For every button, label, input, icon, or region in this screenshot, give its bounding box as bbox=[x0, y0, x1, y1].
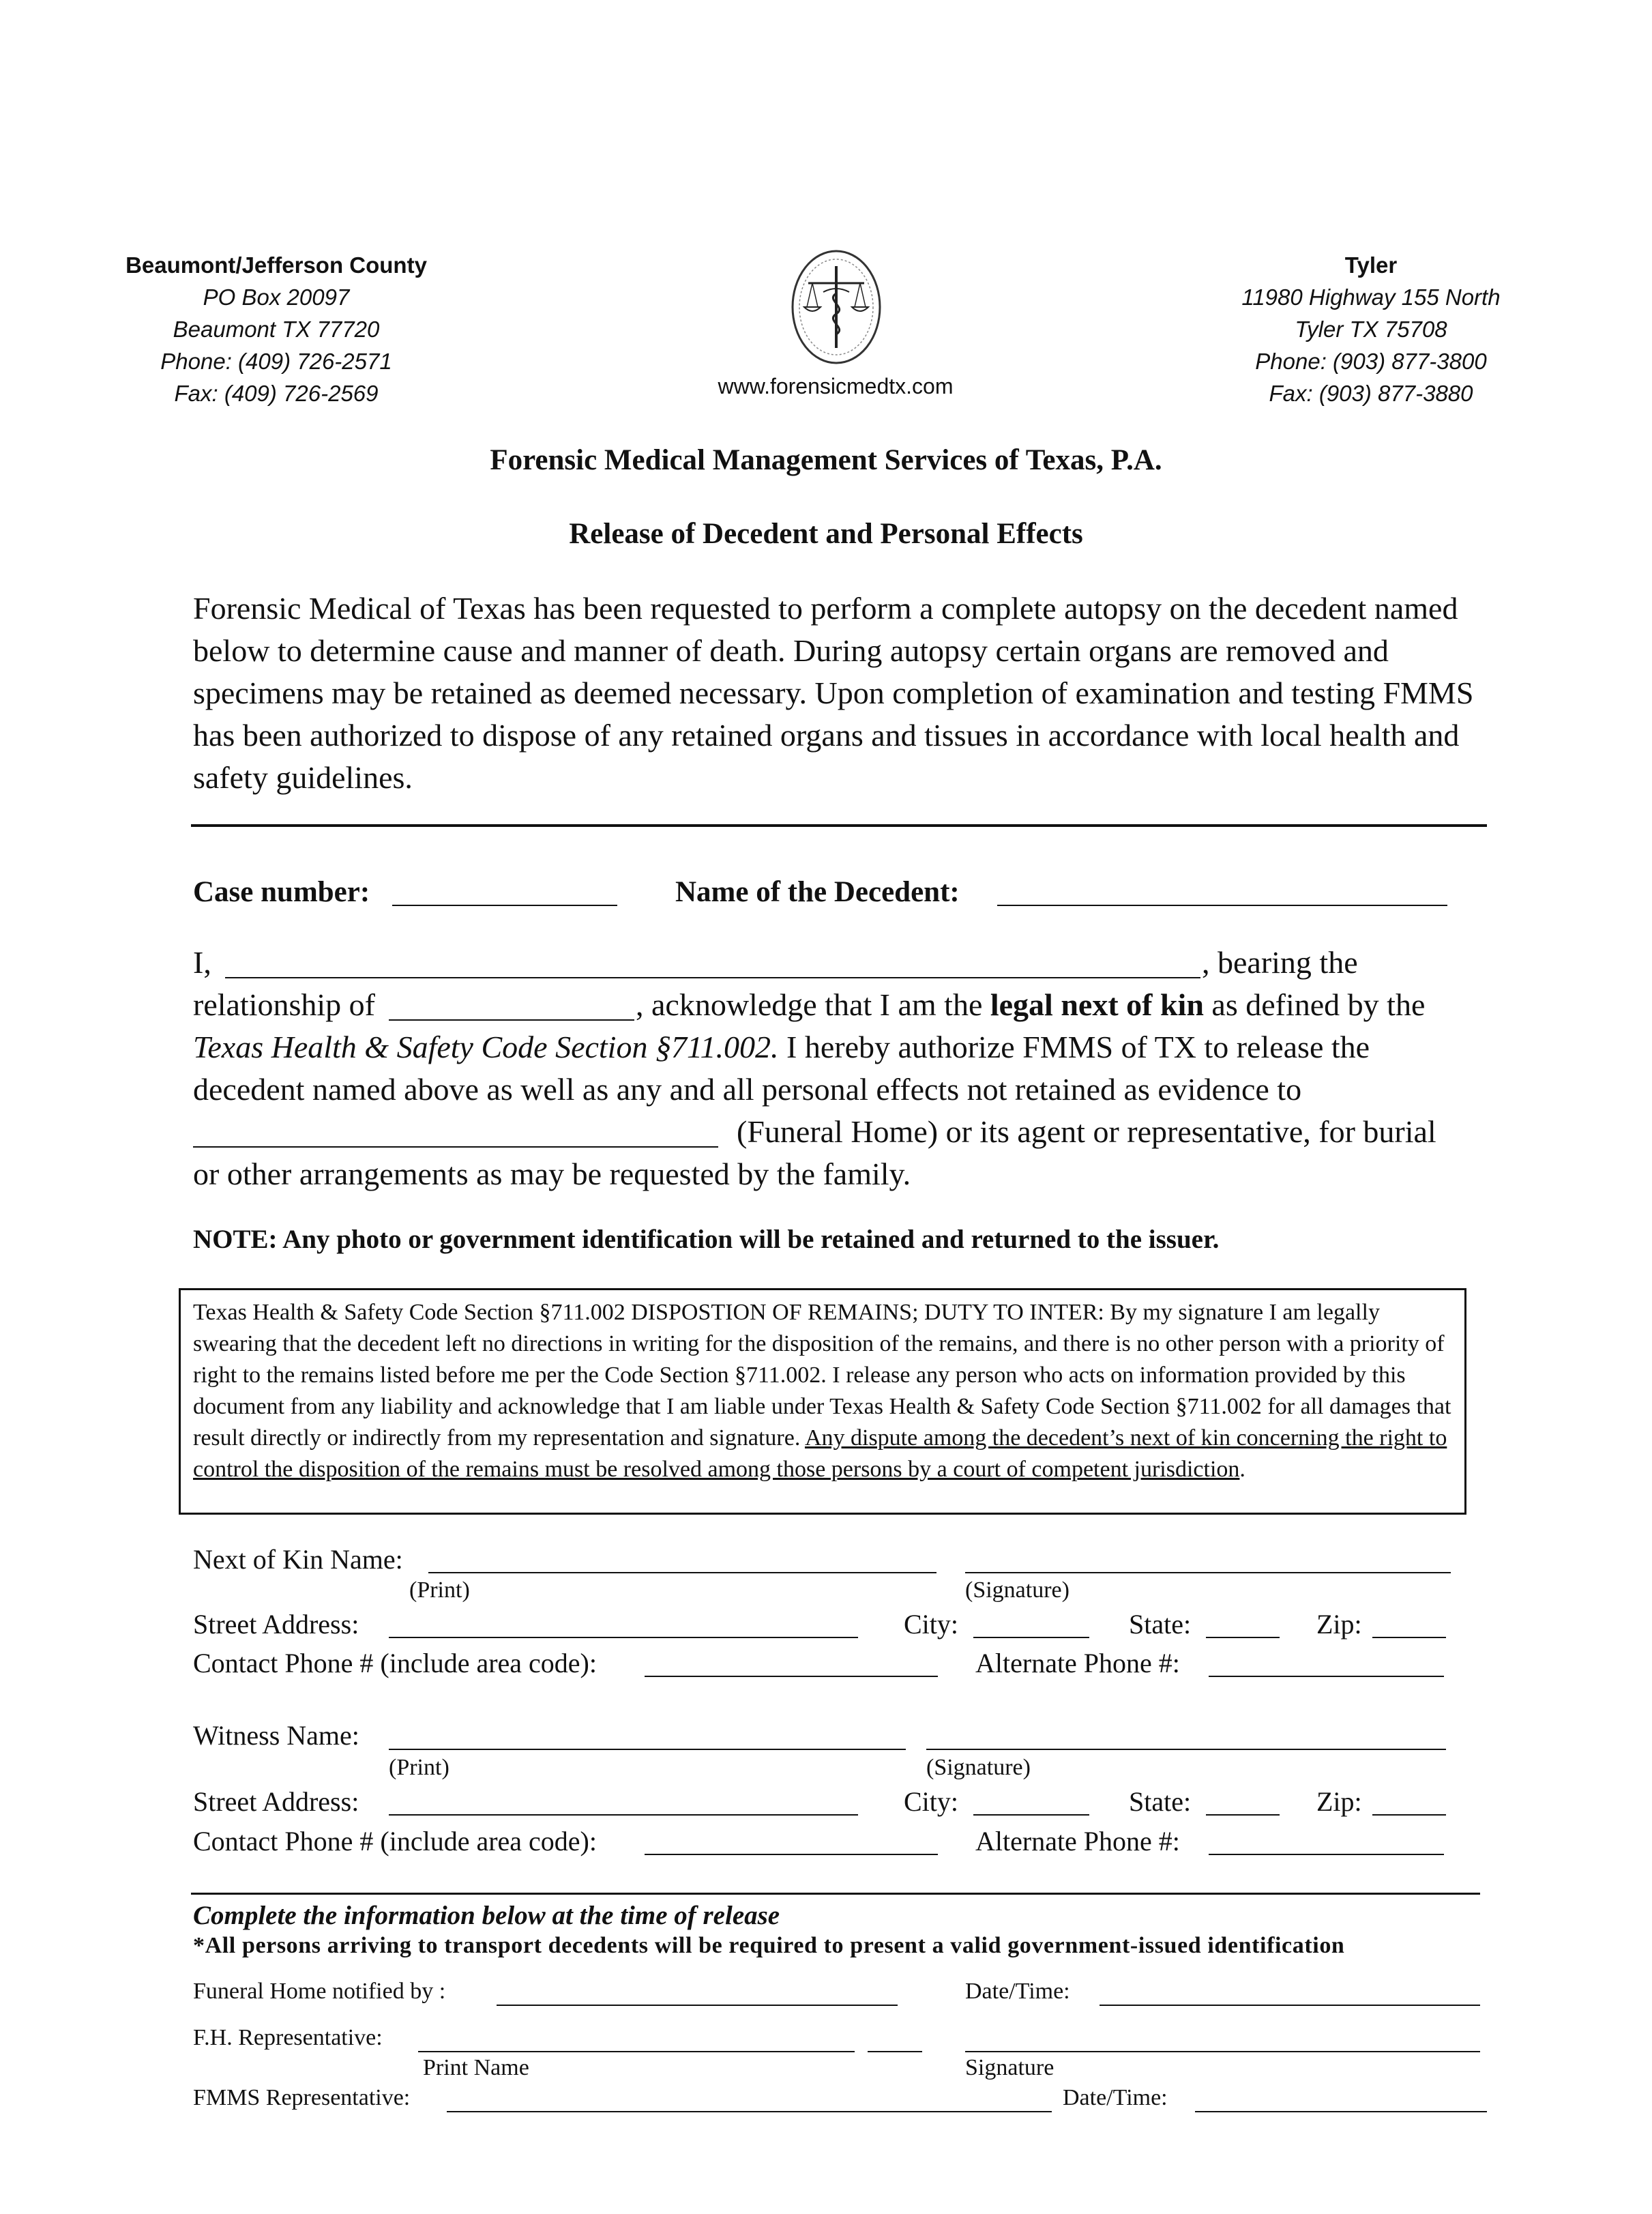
fh-rep-print-field[interactable] bbox=[418, 2051, 855, 2052]
fmms-rep-field[interactable] bbox=[447, 2111, 1052, 2112]
fh-rep-print-name-caption: Print Name bbox=[423, 2055, 529, 2080]
witness-street-label: Street Address: bbox=[193, 1786, 359, 1817]
witness-state-field[interactable] bbox=[1206, 1814, 1280, 1816]
fh-rep-print-field-ext[interactable] bbox=[868, 2051, 922, 2052]
nok-signature-field[interactable] bbox=[965, 1572, 1451, 1573]
tyler-street: 11980 Highway 155 North bbox=[1241, 285, 1501, 310]
funeral-home-field[interactable] bbox=[193, 1146, 718, 1148]
beaumont-city: Beaumont TX 77720 bbox=[173, 317, 380, 342]
case-number-field[interactable] bbox=[392, 905, 617, 906]
next-of-kin-declarant-field[interactable] bbox=[225, 977, 1200, 978]
intro-paragraph: Forensic Medical of Texas has been requested to perform a complete autopsy on the decedent named below to determine cause and manner of death. During autopsy certain organs are removed and specimens may be retained as deemed necessary. Upon completion of examination and testing FMMS has been authorized to dispose of any retained organs and tissues in accordance with local health and safety guidelines. bbox=[193, 591, 1474, 795]
nok-zip-field[interactable] bbox=[1372, 1637, 1446, 1638]
ack-legal-next-of-kin: legal next of kin bbox=[990, 987, 1204, 1022]
nok-street-label: Street Address: bbox=[193, 1609, 359, 1640]
nok-alt-phone-field[interactable] bbox=[1209, 1676, 1444, 1677]
legal-disclaimer-end: . bbox=[1239, 1457, 1245, 1482]
tyler-heading: Tyler bbox=[1344, 252, 1398, 278]
nok-state-label: State: bbox=[1129, 1609, 1192, 1640]
fh-notified-label: Funeral Home notified by : bbox=[193, 1979, 446, 2004]
tyler-fax: Fax: (903) 877-3880 bbox=[1269, 381, 1473, 406]
fmms-rep-label: FMMS Representative: bbox=[193, 2085, 411, 2110]
id-retention-note: NOTE: Any photo or government identification will be retained and returned to the issuer. bbox=[193, 1225, 1220, 1254]
legal-disclaimer-text: Texas Health & Safety Code Section §711.002 DISPOSTION OF REMAINS; DUTY TO INTER: By my signature I am legally swearing that the decedent left no directions in writing for the disposition of the remains, and there is no other person with a priority of right to the remains listed before me per the Code Section §711.002. I release any person who acts on information provided by this document from any liability and acknowledge that I am liable under Texas Health & Safety Code Section §711.002 for all damages that result directly or indirectly from my representation and signature. bbox=[193, 1300, 1451, 1451]
decedent-name-label: Name of the Decedent: bbox=[675, 876, 960, 908]
witness-phone-label: Contact Phone # (include area code): bbox=[193, 1826, 597, 1856]
witness-city-field[interactable] bbox=[973, 1814, 1089, 1816]
beaumont-address-block bbox=[58, 249, 495, 409]
release-id-notice: *All persons arriving to transport decedents will be required to present a valid government-issued identification bbox=[193, 1933, 1345, 1958]
case-number-label: Case number: bbox=[193, 876, 370, 908]
legal-disclaimer-underlined: Any dispute among the decedent’s next of kin concerning the right to control the disposition of the remains must be resolved among those persons by a court of competent jurisdiction bbox=[193, 1425, 1447, 1482]
fh-rep-signature-field[interactable] bbox=[965, 2051, 1480, 2052]
ack-code-reference: Texas Health & Safety Code Section §711.002. bbox=[193, 1030, 779, 1064]
scales-of-justice-logo-icon bbox=[788, 246, 885, 368]
nok-city-field[interactable] bbox=[973, 1637, 1089, 1638]
ack-i: I, bbox=[193, 945, 211, 980]
witness-phone-field[interactable] bbox=[645, 1854, 938, 1855]
ack-authorize: I hereby authorize FMMS of TX to release the bbox=[786, 1030, 1370, 1064]
release-heading: Complete the information below at the time of release bbox=[193, 1901, 780, 1930]
ack-line6: or other arrangements as may be requested by the family. bbox=[193, 1156, 911, 1191]
fh-notified-datetime-label: Date/Time: bbox=[965, 1979, 1070, 2004]
ack-bearing: , bearing the bbox=[1202, 945, 1358, 980]
ack-line4: decedent named above as well as any and all personal effects not retained as evidence to bbox=[193, 1072, 1302, 1107]
witness-print-caption: (Print) bbox=[389, 1755, 449, 1780]
fmms-rep-datetime-label: Date/Time: bbox=[1063, 2085, 1168, 2110]
nok-name-print-field[interactable] bbox=[428, 1572, 936, 1573]
ack-acknowledge: , acknowledge that I am the bbox=[636, 987, 983, 1022]
witness-street-field[interactable] bbox=[389, 1814, 858, 1816]
form-title: Release of Decedent and Personal Effects bbox=[569, 518, 1083, 550]
fh-notified-field[interactable] bbox=[497, 2005, 898, 2006]
nok-phone-label: Contact Phone # (include area code): bbox=[193, 1648, 597, 1678]
nok-phone-field[interactable] bbox=[645, 1676, 938, 1677]
nok-zip-label: Zip: bbox=[1316, 1609, 1362, 1640]
release-divider bbox=[191, 1893, 1480, 1895]
fmms-rep-datetime-field[interactable] bbox=[1195, 2111, 1487, 2112]
witness-alt-phone-field[interactable] bbox=[1209, 1854, 1444, 1855]
witness-state-label: State: bbox=[1129, 1786, 1192, 1817]
witness-zip-field[interactable] bbox=[1372, 1814, 1446, 1816]
tyler-city: Tyler TX 75708 bbox=[1295, 317, 1447, 342]
beaumont-phone: Phone: (409) 726-2571 bbox=[160, 349, 392, 374]
witness-name-print-field[interactable] bbox=[389, 1749, 906, 1750]
witness-alt-phone-label: Alternate Phone #: bbox=[975, 1826, 1180, 1856]
beaumont-fax: Fax: (409) 726-2569 bbox=[174, 381, 379, 406]
ack-relationship-label: relationship of bbox=[193, 987, 375, 1022]
witness-signature-caption: (Signature) bbox=[926, 1755, 1031, 1780]
fh-rep-signature-caption: Signature bbox=[965, 2055, 1054, 2080]
witness-name-label: Witness Name: bbox=[193, 1720, 359, 1751]
relationship-field[interactable] bbox=[389, 1019, 634, 1021]
ack-line2 bbox=[636, 984, 1425, 1026]
legal-disclaimer-box bbox=[179, 1288, 1466, 1515]
section-divider bbox=[191, 824, 1487, 827]
witness-zip-label: Zip: bbox=[1316, 1786, 1362, 1817]
decedent-name-field[interactable] bbox=[997, 905, 1447, 906]
witness-signature-field[interactable] bbox=[926, 1749, 1446, 1750]
beaumont-heading: Beaumont/Jefferson County bbox=[126, 252, 427, 278]
ack-as-defined: as defined by the bbox=[1211, 987, 1426, 1022]
witness-city-label: City: bbox=[904, 1786, 959, 1817]
nok-signature-caption: (Signature) bbox=[965, 1577, 1070, 1603]
nok-print-caption: (Print) bbox=[409, 1577, 470, 1603]
ack-line3 bbox=[193, 1026, 1370, 1068]
tyler-address-block bbox=[1153, 249, 1589, 409]
beaumont-po-box: PO Box 20097 bbox=[203, 285, 350, 310]
ack-funeral-home: (Funeral Home) or its agent or representative, for burial bbox=[737, 1114, 1436, 1149]
tyler-phone: Phone: (903) 877-3800 bbox=[1255, 349, 1487, 374]
website-url: www.forensicmedtx.com bbox=[718, 374, 954, 398]
fh-notified-datetime-field[interactable] bbox=[1100, 2005, 1480, 2006]
organization-title: Forensic Medical Management Services of Texas, P.A. bbox=[490, 444, 1162, 476]
fh-rep-label: F.H. Representative: bbox=[193, 2025, 383, 2050]
nok-name-label: Next of Kin Name: bbox=[193, 1544, 403, 1575]
nok-alt-phone-label: Alternate Phone #: bbox=[975, 1648, 1180, 1678]
nok-street-field[interactable] bbox=[389, 1637, 858, 1638]
nok-city-label: City: bbox=[904, 1609, 959, 1640]
nok-state-field[interactable] bbox=[1206, 1637, 1280, 1638]
